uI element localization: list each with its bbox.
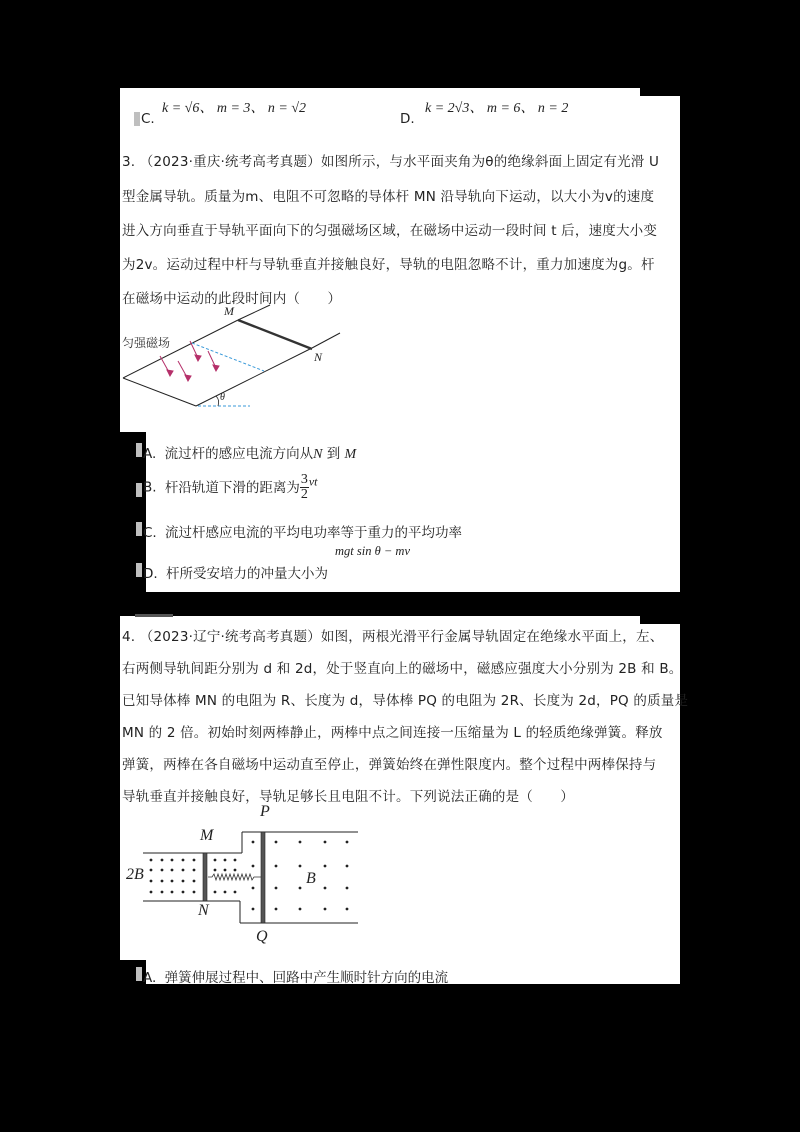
option-marker bbox=[136, 563, 142, 577]
question-4-line-5: 弹簧，两棒在各自磁场中运动直至停止，弹簧始终在弹性限度内。整个过程中两棒保持与 bbox=[122, 757, 657, 773]
q4-option-a[interactable] bbox=[143, 966, 448, 986]
rod-end-n-label: N bbox=[314, 350, 323, 364]
q3-option-c-text: 流过杆感应电流的平均电功率等于重力的平均功率 bbox=[165, 525, 463, 541]
question-3-line-3: 进入方向垂直于导轨平面向下的匀强磁场区域，在磁场中运动一段时间 t 后，速度大小变 bbox=[122, 223, 658, 239]
rod-end-m-label: M bbox=[224, 304, 234, 318]
option-d-expression: k = 2√3、 m = 6、 n = 2 bbox=[425, 101, 569, 116]
q3-option-a-math-m: M bbox=[344, 447, 357, 462]
rail-spring-diagram bbox=[120, 800, 380, 950]
q4-option-a-text: 弹簧伸展过程中、回路中产生顺时针方向的电流 bbox=[164, 970, 449, 986]
q3-option-b-label: B. bbox=[143, 479, 157, 496]
right-field-label: B bbox=[306, 870, 316, 887]
q3-option-d-formula: mgt sin θ − mv bbox=[335, 544, 410, 558]
q3-option-c-label: C. bbox=[143, 525, 157, 541]
q3-option-b-text: 杆沿轨道下滑的距离为 bbox=[164, 479, 300, 496]
q3-option-d-label: D. bbox=[143, 566, 158, 582]
q3-option-a-text: 流过杆的感应电流方向从 bbox=[164, 446, 314, 462]
question-4-line-1: 4. （2023·辽宁·统考高考真题）如图，两根光滑平行金属导轨固定在绝缘水平面上，左、 bbox=[122, 629, 664, 645]
question-3-line-5: 在磁场中运动的此段时间内（ ） bbox=[122, 291, 342, 307]
q3-option-a-mid: 到 bbox=[322, 446, 345, 462]
q3-option-a-math-n: N bbox=[313, 447, 323, 462]
option-marker bbox=[134, 112, 140, 126]
option-marker bbox=[136, 967, 142, 981]
rod-end-n-label: N bbox=[198, 902, 209, 919]
question-4-line-2: 右两侧导轨间距分别为 d 和 2d，处于竖直向上的磁场中，磁感应强度大小分别为 2B 和 B。 bbox=[122, 661, 683, 677]
question-3-line-2: 型金属导轨。质量为m、电阻不可忽略的导体杆 MN 沿导轨向下运动，以大小为v的速度 bbox=[122, 189, 655, 205]
option-marker bbox=[136, 443, 142, 457]
q4-option-a-label: A. bbox=[143, 970, 157, 986]
q3-option-a[interactable] bbox=[143, 442, 356, 463]
question-4-line-3: 已知导体棒 MN 的电阻为 R、长度为 d，导体棒 PQ 的电阻为 2R、长度为 2d，PQ 的质量是 bbox=[122, 693, 689, 709]
page-panel-question-4-notch bbox=[640, 616, 680, 624]
rod-end-p-label: P bbox=[260, 803, 270, 820]
question-4-line-6: 导轨垂直并接触良好，导轨足够长且电阻不计。下列说法正确的是（ ） bbox=[122, 789, 575, 805]
q3-option-b[interactable] bbox=[143, 473, 318, 502]
q3-option-a-label: A. bbox=[143, 446, 157, 462]
angle-theta-label: θ bbox=[220, 392, 225, 403]
q3-option-d-text: 杆所受安培力的冲量大小为 bbox=[165, 566, 328, 582]
rod-end-m-label: M bbox=[200, 827, 214, 844]
question-3-line-1: 3. （2023·重庆·统考高考真题）如图所示，与水平面夹角为θ的绝缘斜面上固定有光滑 U bbox=[122, 154, 660, 170]
q3-option-b-fraction: $\frac{3}{2}$ bbox=[300, 472, 308, 502]
q3-option-b-vt: vt bbox=[308, 474, 318, 489]
question-4-line-4: MN 的 2 倍。初始时刻两棒静止，两棒中点之间连接一压缩量为 L 的轻质绝缘弹簧。释放 bbox=[122, 725, 663, 741]
option-marker bbox=[136, 483, 142, 497]
rod-end-q-label: Q bbox=[256, 928, 268, 945]
question-3-figure bbox=[120, 298, 360, 413]
option-c-label: C. bbox=[141, 111, 155, 127]
magnetic-field-label: 匀强磁场 bbox=[122, 336, 171, 350]
page-panel-prev-options-notch bbox=[640, 88, 680, 96]
option-d-label: D. bbox=[400, 111, 415, 127]
stray-mark bbox=[135, 614, 173, 617]
q3-option-c[interactable] bbox=[143, 521, 462, 541]
option-marker bbox=[136, 522, 142, 536]
inclined-rail-diagram bbox=[120, 298, 360, 413]
option-c-expression: k = √6、 m = 3、 n = √2 bbox=[162, 101, 307, 116]
question-4-figure bbox=[120, 800, 380, 950]
question-3-line-4: 为2v。运动过程中杆与导轨垂直并接触良好，导轨的电阻忽略不计，重力加速度为g。杆 bbox=[122, 257, 655, 273]
left-field-label: 2B bbox=[126, 866, 144, 883]
q3-option-d[interactable] bbox=[143, 562, 328, 582]
